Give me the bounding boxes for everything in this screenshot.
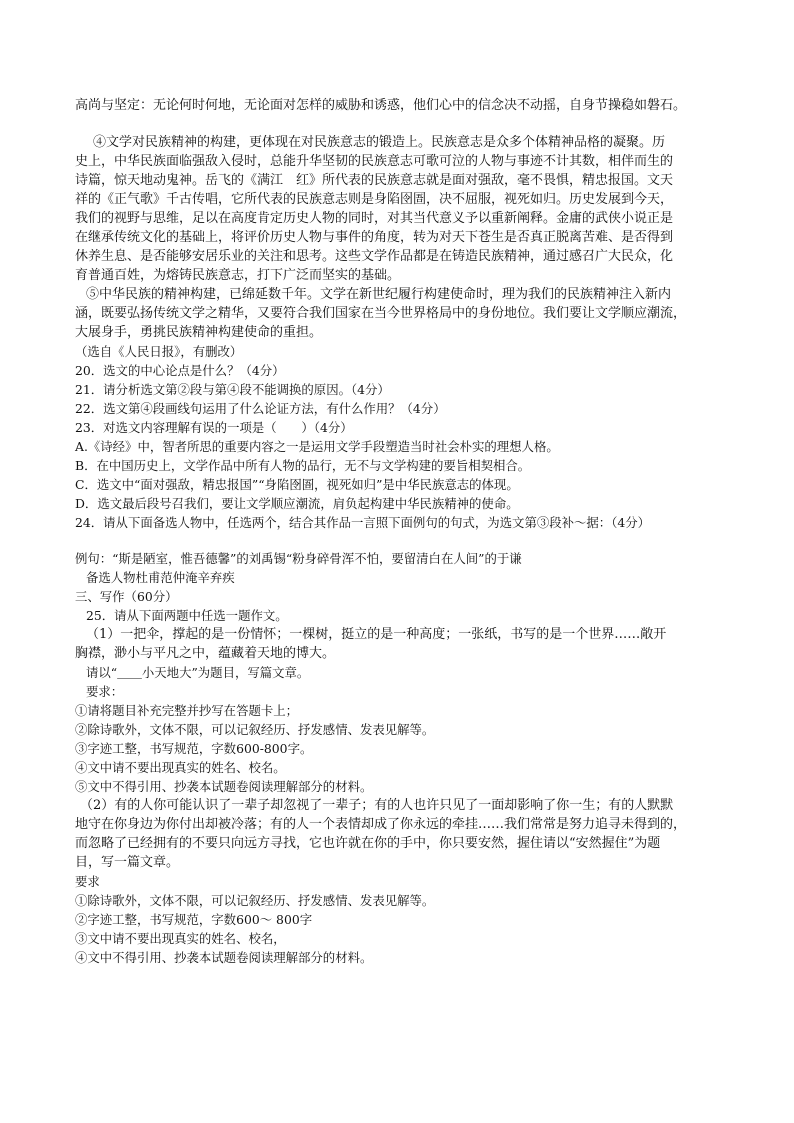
question-23: 23．对选文内容理解有误的一项是（ ）（4分）	[75, 420, 353, 435]
question-21: 21．请分析选文第②段与第④段不能调换的原因。（4分）	[75, 382, 390, 397]
paragraph-4-line: 在继承传统文化的基础上，将评价历史人物与事件的角度，转为对天下苍生是否真正脱离苦难、是否得到	[75, 230, 674, 245]
question-25: 25．请从下面两题中任选一题作文。	[86, 608, 288, 623]
requirement-item: ③文中请不要出现真实的姓名、校名，	[75, 931, 286, 946]
option-b: B．在中国历史上，文学作品中所有人物的品行，无不与文学构建的要旨相契相合。	[75, 458, 531, 473]
paragraph-4-line: 诗篇，惊天地动鬼神。岳飞的《满江 红》所代表的民族意志就是面对强敌，毫不畏惧，精忠报国。文天	[75, 173, 674, 188]
paragraph-4-line: ④文学对民族精神的构建，更体现在对民族意志的锻造上。民族意志是众多个体精神品格的凝聚。历	[93, 135, 666, 150]
prompt-1-line: （1）一把伞，撑起的是一份情怀；一棵树，挺立的是一种高度；一张纸，书写的是一个世界……敞开	[86, 627, 667, 642]
requirements-heading: 要求：	[86, 684, 124, 699]
requirement-item: ③字迹工整，书写规范，字数600-800字。	[75, 741, 313, 756]
requirement-item: ④文中请不要出现真实的姓名、校名。	[75, 760, 286, 775]
paragraph-5-line: 大展身手，勇挑民族精神构建使命的重担。	[75, 325, 323, 340]
prompt-2-line: 而忽略了已经拥有的不要只向远方寻找，它也许就在你的手中，你只要安然，握住请以“安然握住”为题	[75, 836, 661, 851]
option-d: D．选文最后段号召我们，要让文学顺应潮流，肩负起构建中华民族精神的使命。	[75, 496, 519, 511]
candidate-figures: 备选人物杜甫范仲淹辛弃疾	[86, 570, 235, 585]
example-sentence: 例句：“斯是陋室，惟吾德馨”的刘禹锡“粉身碎骨浑不怕，要留清白在人间”的于谦	[75, 551, 522, 566]
paragraph-4-line: 祥的《正气歌》千古传唱，它所代表的民族意志则是身陷囹圄，决不屈服，视死如归。历史发展到今天，	[75, 192, 674, 207]
question-20: 20．选文的中心论点是什么？（4分）	[75, 363, 285, 378]
prompt-2-line: （2）有的人你可能认识了一辈子却忽视了一辈子；有的人也许只见了一面却影响了你一生；有的人默默	[80, 798, 674, 813]
question-24: 24．请从下面备选人物中，任选两个，结合其作品一言照下面例句的句式，为选文第③段补～据：（4分）	[75, 515, 651, 530]
question-22: 22．选文第④段画线句运用了什么论证方法，有什么作用？（4分）	[75, 401, 446, 416]
requirement-item: ②字迹工整，书写规范，字数600～ 800字	[75, 912, 313, 927]
paragraph-4-line: 休养生息、是否能够安居乐业的关注和思考。这些文学作品都是在铸造民族精神，通过感召广大民众，化	[75, 249, 674, 264]
requirement-item: ⑤文中不得引用、抄袭本试题卷阅读理解部分的材料。	[75, 779, 373, 794]
paragraph-4-line: 育普通百姓，为熔铸民族意志，打下广泛而坚实的基础。	[75, 268, 401, 283]
paragraph-line: 高尚与坚定：无论何时何地，无论面对怎样的威胁和诱惑，他们心中的信念决不动摇，自身节操稳如磐石。	[75, 98, 687, 113]
prompt-1-title: 请以“＿＿小天地大”为题目，写篇文章。	[86, 665, 310, 680]
prompt-2-line: 目，写一篇文章。	[75, 855, 180, 870]
source-note: （选自《人民日报》，有删改）	[75, 344, 243, 359]
paragraph-5-line: ⑤中华民族的精神构建，已绵延数千年。文学在新世纪履行构建使命时，理为我们的民族精神注入新内	[86, 287, 672, 302]
prompt-1-line: 胸襟，渺小与平凡之中，蕴藏着天地的博大。	[75, 646, 336, 661]
section-heading-writing: 三、写作（60分）	[75, 589, 178, 604]
prompt-2-line: 地守在你身边为你付出却被冷落；有的人一个表情却成了你永远的牵挂……我们常常是努力追寻未得到的，	[75, 817, 687, 832]
requirement-item: ②除诗歌外，文体不限，可以记叙经历、抒发感情、发表见解等。	[75, 722, 435, 737]
requirements-heading: 要求	[75, 874, 100, 889]
requirement-item: ④文中不得引用、抄袭本试题卷阅读理解部分的材料。	[75, 950, 373, 965]
requirement-item: ①请将题目补充完整并抄写在答题卡上；	[75, 703, 299, 718]
paragraph-4-line: 史上，中华民族面临强敌入侵时，总能升华坚韧的民族意志可歌可泣的人物与事迹不计其数，相伴而生的	[75, 154, 674, 169]
option-a: A.《诗经》中，智者所思的重要内容之一是运用文学手段塑造当时社会朴实的理想人格。	[75, 439, 559, 454]
paragraph-5-line: 涵，既要弘扬传统文学之精华，又要符合我们国家在当今世界格局中的身份地位。我们要让文学顺应潮流，	[75, 306, 687, 321]
option-c: C．选文中“面对强敌，精忠报国”“身陷囹圄，视死如归”是中华民族意志的体现。	[75, 477, 519, 492]
paragraph-4-line: 我们的视野与思维，足以在高度肯定历史人物的同时，对其当代意义予以重新阐释。金庸的武侠小说正是	[75, 211, 674, 226]
requirement-item: ①除诗歌外，文体不限，可以记叙经历、抒发感情、发表见解等。	[75, 893, 435, 908]
